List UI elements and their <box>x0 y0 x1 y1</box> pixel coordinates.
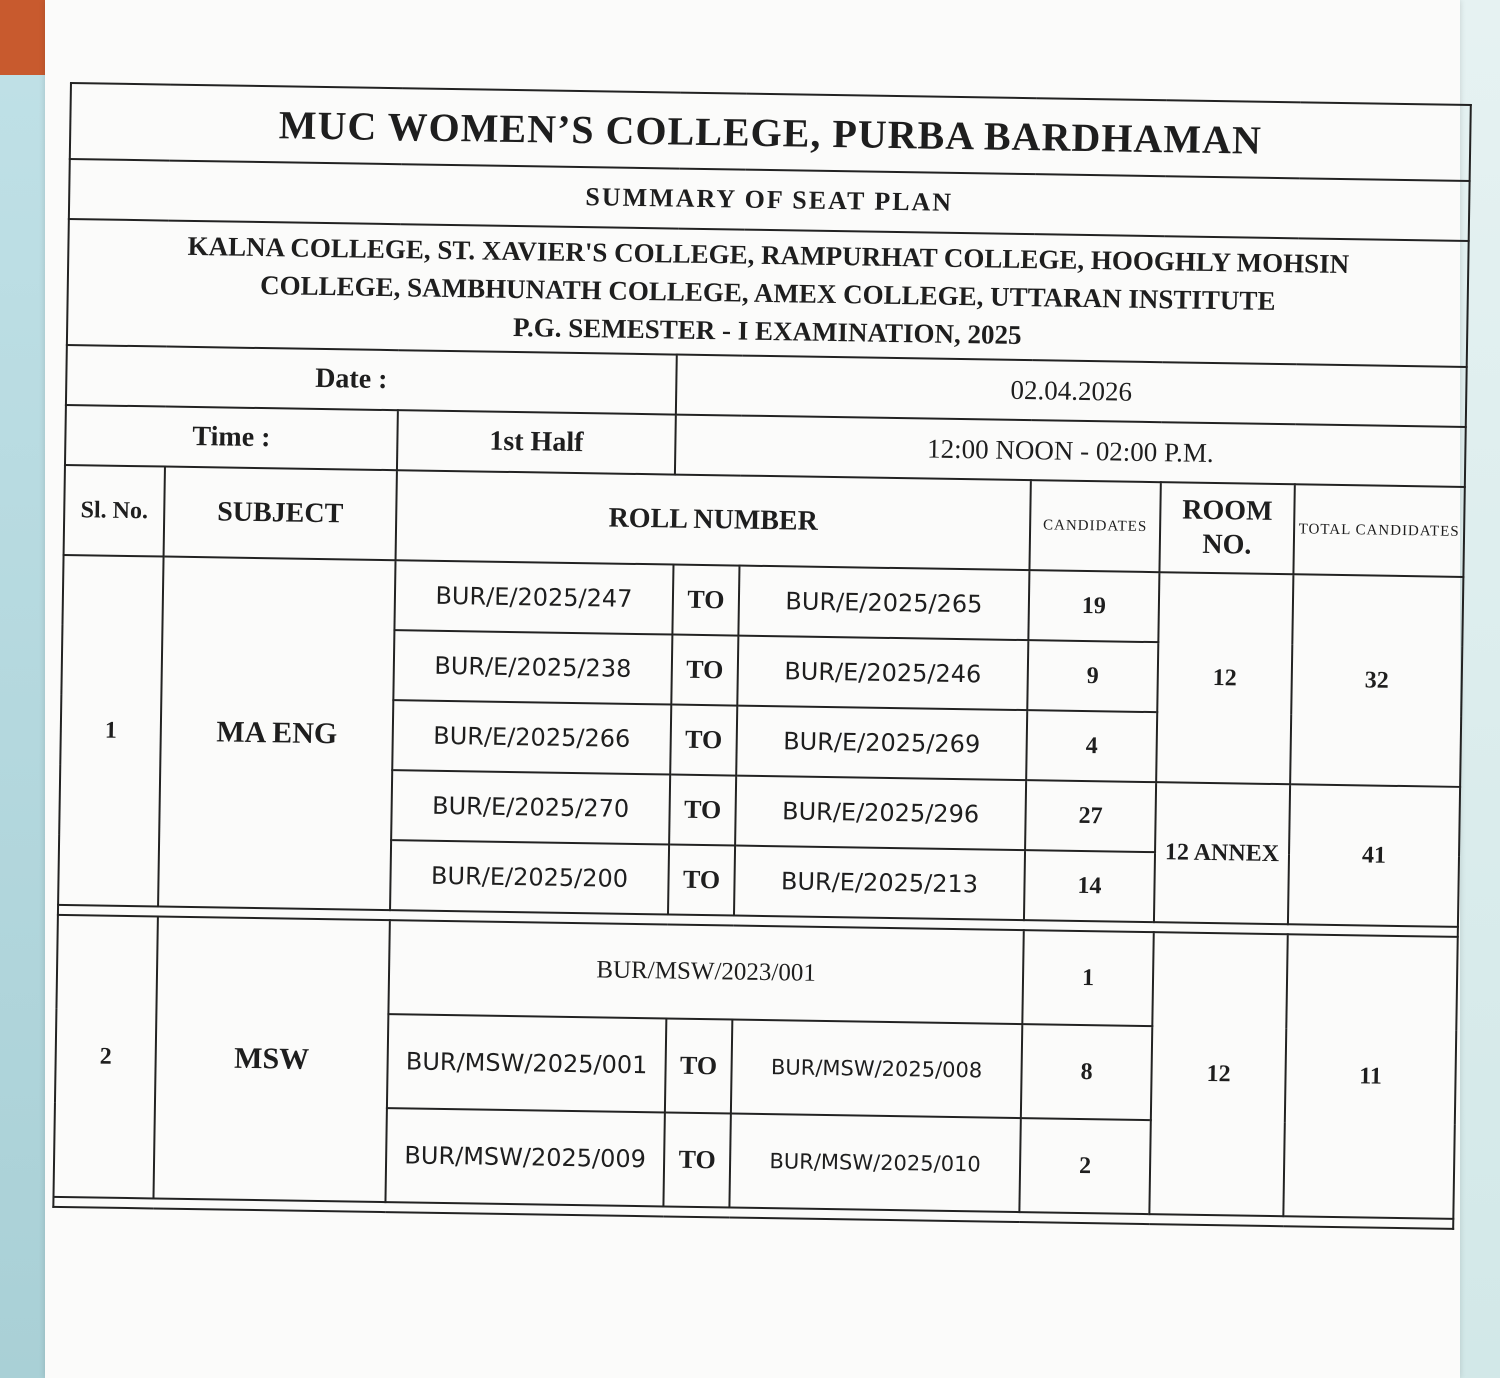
date-label: Date : <box>66 345 677 415</box>
roll-until-cell: BUR/MSW/2025/008 <box>731 1020 1022 1119</box>
roll-from-cell: BUR/E/2025/200 <box>390 840 669 914</box>
time-label: Time : <box>65 405 398 470</box>
colleges-line-2: COLLEGE, SAMBHUNATH COLLEGE, AMEX COLLEGE, UTTARAN INSTITUTE <box>259 270 1276 316</box>
candidates-cell: 19 <box>1028 570 1159 642</box>
header-total-candidates: TOTAL CANDIDATES <box>1293 484 1464 577</box>
summary-title: SUMMARY OF SEAT PLAN <box>69 159 1470 241</box>
header-roll-number: ROLL NUMBER <box>396 470 1031 570</box>
subject-cell: MA ENG <box>158 557 395 911</box>
colleges-block <box>67 219 1469 367</box>
room-cell: 12 <box>1156 572 1293 784</box>
total-cell: 32 <box>1290 574 1463 787</box>
roll-until-cell: BUR/E/2025/269 <box>736 706 1027 781</box>
header-room-no: ROOM NO. <box>1159 482 1294 574</box>
header-sl-no: Sl. No. <box>64 465 165 557</box>
to-cell: TO <box>671 635 738 706</box>
to-cell: TO <box>672 565 739 636</box>
roll-until-cell: BUR/E/2025/265 <box>738 566 1029 641</box>
total-cell: 11 <box>1283 934 1457 1219</box>
roll-from-cell: BUR/E/2025/247 <box>394 560 673 634</box>
single-roll-cell: BUR/MSW/2023/001 <box>388 920 1023 1024</box>
candidates-cell: 27 <box>1025 780 1156 852</box>
header-candidates: CANDIDATES <box>1029 480 1160 572</box>
colleges-line-1: KALNA COLLEGE, ST. XAVIER'S COLLEGE, RAMPURHAT COLLEGE, HOOGHLY MOHSIN <box>187 230 1350 280</box>
to-cell: TO <box>663 1112 730 1207</box>
roll-from-cell: BUR/E/2025/270 <box>391 770 670 844</box>
roll-from-cell: BUR/E/2025/266 <box>392 700 671 774</box>
total-cell: 41 <box>1288 784 1460 927</box>
subject-cell: MSW <box>153 916 389 1202</box>
exam-title: P.G. SEMESTER - I EXAMINATION, 2025 <box>512 311 1022 350</box>
college-title: MUC WOMEN’S COLLEGE, PURBA BARDHAMAN <box>70 83 1471 181</box>
roll-from-cell: BUR/MSW/2025/009 <box>385 1108 664 1206</box>
to-cell: TO <box>670 705 737 776</box>
candidates-cell: 4 <box>1026 710 1157 782</box>
roll-from-cell: BUR/MSW/2025/001 <box>387 1014 666 1112</box>
roll-from-cell: BUR/E/2025/238 <box>393 630 672 704</box>
half-label: 1st Half <box>397 410 676 474</box>
candidates-cell: 9 <box>1027 640 1158 712</box>
candidates-cell: 14 <box>1024 850 1155 922</box>
date-value: 02.04.2026 <box>676 355 1467 427</box>
roll-until-cell: BUR/E/2025/296 <box>735 776 1026 851</box>
candidates-cell: 1 <box>1022 930 1153 1026</box>
seat-plan-table <box>52 82 1472 1230</box>
seat-plan-document <box>52 82 1470 1230</box>
header-subject: SUBJECT <box>164 467 397 561</box>
to-cell: TO <box>668 845 735 916</box>
to-cell: TO <box>665 1018 732 1113</box>
candidates-cell: 8 <box>1021 1024 1152 1120</box>
roll-until-cell: BUR/MSW/2025/010 <box>729 1114 1020 1213</box>
room-cell: 12 <box>1149 932 1287 1216</box>
roll-until-cell: BUR/E/2025/246 <box>737 636 1028 711</box>
candidates-cell: 2 <box>1019 1118 1150 1214</box>
sl-no-cell: 1 <box>58 555 163 907</box>
roll-until-cell: BUR/E/2025/213 <box>734 846 1025 921</box>
room-cell: 12 ANNEX <box>1154 782 1290 924</box>
sl-no-cell: 2 <box>53 915 157 1199</box>
to-cell: TO <box>669 775 736 846</box>
time-value: 12:00 NOON - 02:00 P.M. <box>675 415 1466 487</box>
